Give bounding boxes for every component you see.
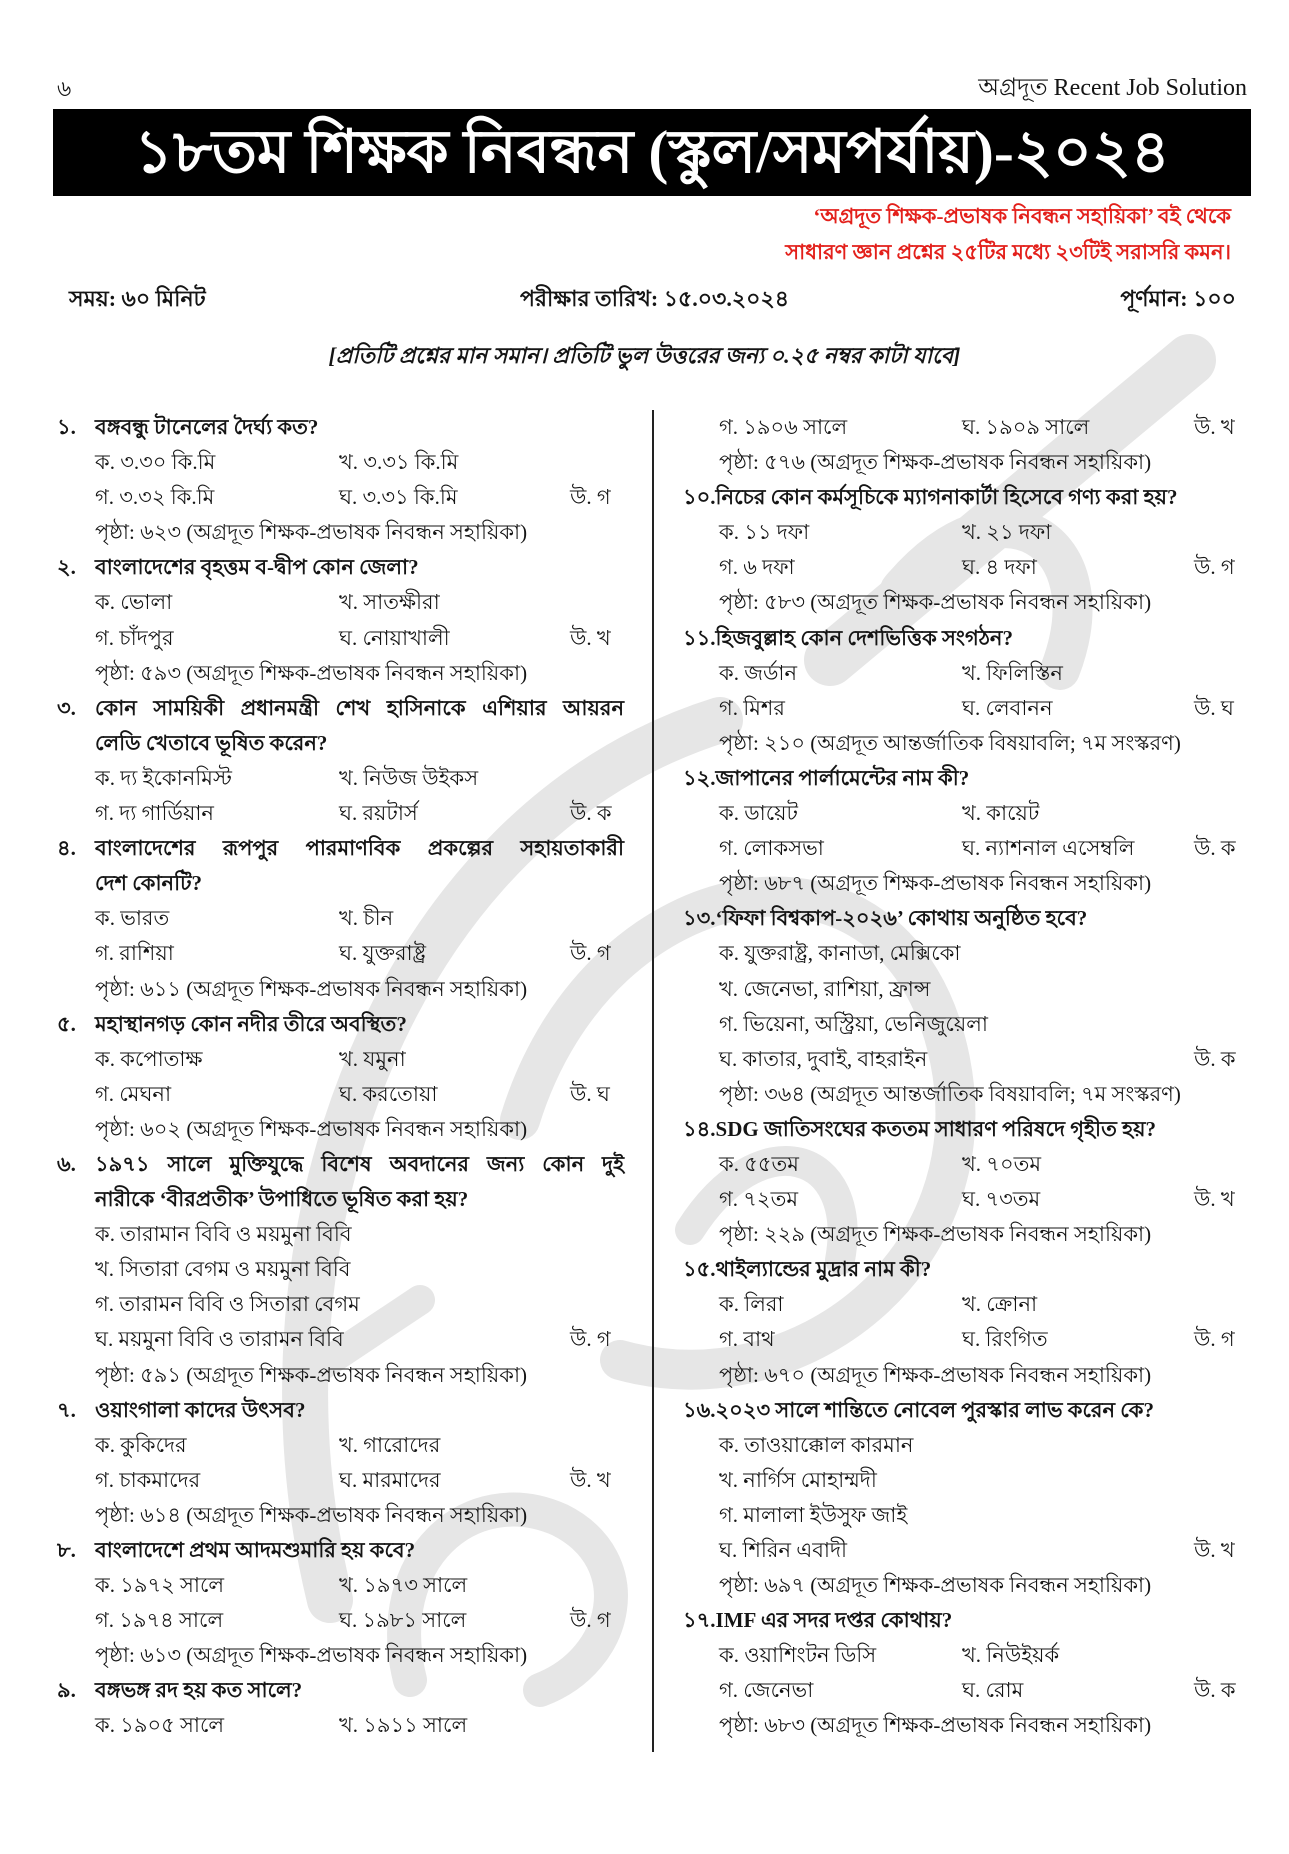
question-item xyxy=(683,1112,1241,1252)
answer-key: উ. খ xyxy=(1194,1187,1235,1212)
question-number: ১০. xyxy=(683,485,716,510)
option-row xyxy=(57,445,624,480)
page-reference-row xyxy=(57,656,624,691)
option: গ. রাশিয়া xyxy=(95,941,174,966)
option: খ. সাতক্ষীরা xyxy=(339,590,440,615)
question-number: ১৪. xyxy=(683,1116,716,1141)
option-row xyxy=(57,1568,624,1603)
option-row xyxy=(683,936,1241,971)
question-line xyxy=(57,866,624,901)
option: ক. লিরা xyxy=(719,1292,784,1317)
option-row xyxy=(57,621,624,656)
option-row xyxy=(683,1182,1241,1217)
question-line xyxy=(57,831,624,866)
option-row xyxy=(57,1077,624,1112)
option: ঘ. মারমাদের xyxy=(339,1467,441,1492)
question-item xyxy=(683,1603,1241,1743)
promo-note xyxy=(785,198,1231,270)
question-number: ৩. xyxy=(57,695,76,720)
option-row xyxy=(57,796,624,831)
question-number: ৯. xyxy=(57,1678,76,1703)
option-row xyxy=(683,691,1241,726)
exam-time: সময়: ৬০ মিনিট xyxy=(69,286,206,311)
question-text: হিজবুল্লাহ কোন দেশভিত্তিক সংগঠন? xyxy=(715,625,1013,650)
question-item xyxy=(683,410,1241,480)
question-number: ১১. xyxy=(683,625,716,650)
question-text: ‘ফিফা বিশ্বকাপ-২০২৬’ কোথায় অনুষ্ঠিত হবে? xyxy=(715,906,1088,931)
question-text: বঙ্গভঙ্গ রদ হয় কত সালে? xyxy=(95,1678,303,1703)
question-text: দেশ কোনটি? xyxy=(95,871,203,896)
option: খ. নার্গিস মোহাম্মদী xyxy=(719,1467,877,1492)
option: ঘ. লেবানন xyxy=(962,695,1053,720)
option: ঘ. নোয়াখালী xyxy=(339,625,450,650)
page-reference-row xyxy=(683,445,1241,480)
question-number: ১৬. xyxy=(683,1397,716,1422)
answer-key: উ. গ xyxy=(570,485,611,510)
question-number: ২. xyxy=(57,555,76,580)
option: ঘ. রয়টার্স xyxy=(339,801,418,826)
page-reference: পৃষ্ঠা: ৬১১ (অগ্রদূত শিক্ষক-প্রভাষক নিবন্ধন সহায়িকা) xyxy=(95,976,528,1001)
option: ক. ১৯৭২ সালে xyxy=(95,1573,225,1598)
option-row xyxy=(683,1673,1241,1708)
question-item xyxy=(683,901,1241,1112)
option: গ. লোকসভা xyxy=(719,836,824,861)
page-reference-row xyxy=(683,726,1241,761)
option-row xyxy=(683,1533,1241,1568)
option-row xyxy=(683,831,1241,866)
option: ঘ. ন্যাশনাল এসেম্বলি xyxy=(962,836,1135,861)
promo-line-1: ‘অগ্রদূত শিক্ষক-প্রভাষক নিবন্ধন সহায়িকা’ বই থেকে xyxy=(813,204,1231,228)
option: ঘ. রোম xyxy=(962,1678,1024,1703)
question-text: বাংলাদেশে প্রথম আদমশুমারি হয় কবে? xyxy=(95,1538,416,1562)
question-text: ২০২৩ সালে শান্তিতে নোবেল পুরস্কার লাভ করেন কে? xyxy=(715,1397,1154,1422)
option-row xyxy=(683,1322,1241,1357)
option: ক. তাওয়াক্কোল কারমান xyxy=(719,1432,914,1457)
page-reference-row xyxy=(683,585,1241,620)
option-row xyxy=(57,1287,624,1322)
option: ক. ১১ দফা xyxy=(719,520,810,545)
option: ঘ. শিরিন এবাদী xyxy=(719,1538,848,1562)
page-reference: পৃষ্ঠা: ৬৭০ (অগ্রদূত শিক্ষক-প্রভাষক নিবন্ধন সহায়িকা) xyxy=(719,1362,1152,1387)
answer-key: উ. ক xyxy=(570,801,612,826)
option: ঘ. ৪ দফা xyxy=(962,555,1037,580)
option-row xyxy=(57,1428,624,1463)
option: গ. ৬ দফা xyxy=(719,555,795,580)
question-indent xyxy=(57,866,95,901)
page-reference: পৃষ্ঠা: ৬০২ (অগ্রদূত শিক্ষক-প্রভাষক নিবন্ধন সহায়িকা) xyxy=(95,1116,528,1141)
option: খ. ১৯১১ সালে xyxy=(339,1713,468,1738)
page-reference-row xyxy=(57,1112,624,1147)
page-reference-row xyxy=(57,1358,624,1393)
option: ক. দ্য ইকোনমিস্ট xyxy=(95,765,232,790)
question-item xyxy=(57,831,624,1006)
option: গ. ভিয়েনা, অস্ট্রিয়া, ভেনিজুয়েলা xyxy=(719,1011,988,1036)
question-number: ৫. xyxy=(57,1011,76,1036)
question-number: ৮. xyxy=(57,1538,76,1562)
column-divider xyxy=(652,410,654,1752)
question-text: বঙ্গবন্ধু টানেলের দৈর্ঘ্য কত? xyxy=(95,415,319,439)
exam-full-marks: পূর্ণমান: ১০০ xyxy=(1120,286,1236,311)
option: খ. ২১ দফা xyxy=(962,520,1052,545)
exam-date: পরীক্ষার তারিখ: ১৫.০৩.২০২৪ xyxy=(520,286,790,311)
option: ক. যুক্তরাষ্ট্র, কানাডা, মেক্সিকো xyxy=(719,941,961,966)
option: ঘ. ময়মুনা বিবি ও তারামন বিবি xyxy=(95,1327,344,1352)
answer-key: উ. খ xyxy=(570,1467,611,1492)
option-row xyxy=(57,901,624,936)
option: খ. ক্রোনা xyxy=(962,1292,1038,1317)
question-line xyxy=(57,1182,624,1217)
page-reference: পৃষ্ঠা: ৬৮৩ (অগ্রদূত শিক্ষক-প্রভাষক নিবন্ধন সহায়িকা) xyxy=(719,1713,1152,1738)
answer-key: উ. গ xyxy=(570,1608,611,1633)
question-text: জাপানের পার্লামেন্টের নাম কী? xyxy=(715,765,970,790)
question-line xyxy=(57,1147,624,1182)
option-row xyxy=(683,1042,1241,1077)
option-row xyxy=(57,1252,624,1287)
marking-instruction: [প্রতিটি প্রশ্নের মান সমান। প্রতিটি ভুল উত্তরের জন্য ০.২৫ নম্বর কাটা যাবে] xyxy=(328,343,961,368)
question-text: নারীকে ‘বীরপ্রতীক’ উপাধিতে ভূষিত করা হয়? xyxy=(95,1187,469,1212)
option: গ. ৭২তম xyxy=(719,1187,798,1212)
option: গ. ১৯৭৪ সালে xyxy=(95,1608,224,1633)
option-row xyxy=(683,410,1241,445)
question-line xyxy=(683,480,1241,515)
page-reference-row xyxy=(683,1568,1241,1603)
page-reference: পৃষ্ঠা: ৩৬৪ (অগ্রদূত আন্তর্জাতিক বিষয়াবলি; ৭ম সংস্করণ) xyxy=(719,1081,1181,1106)
question-line xyxy=(57,410,624,445)
option-row xyxy=(57,761,624,796)
promo-line-2: সাধারণ জ্ঞান প্রশ্নের ২৫টির মধ্যে ২৩টিই সরাসরি কমন। xyxy=(785,240,1231,264)
question-line xyxy=(683,761,1241,796)
option: খ. নিউইয়র্ক xyxy=(962,1643,1060,1668)
question-item xyxy=(57,1147,624,1393)
page-reference: পৃষ্ঠা: ৬৯৭ (অগ্রদূত শিক্ষক-প্রভাষক নিবন্ধন সহায়িকা) xyxy=(719,1573,1152,1598)
answer-key: উ. গ xyxy=(1194,1327,1235,1352)
question-text: ওয়াংগালা কাদের উৎসব? xyxy=(95,1397,306,1422)
question-line xyxy=(57,1393,624,1428)
option: খ. সিতারা বেগম ও ময়মুনা বিবি xyxy=(95,1257,351,1282)
question-item xyxy=(683,480,1241,620)
option: গ. চাকমাদের xyxy=(95,1467,201,1492)
option: গ. বাথ xyxy=(719,1327,775,1352)
option: গ. জেনেভা xyxy=(719,1678,814,1703)
page-reference-row xyxy=(683,1708,1241,1743)
option-row xyxy=(683,1498,1241,1533)
question-text: ১৯৭১ সালে মুক্তিযুদ্ধে বিশেষ অবদানের জন্য কোন দুই xyxy=(95,1151,624,1176)
option-row xyxy=(683,1007,1241,1042)
question-line xyxy=(57,1673,624,1708)
question-item xyxy=(683,1393,1241,1604)
page-number: ৬ xyxy=(57,76,72,101)
option: ক. ৫৫তম xyxy=(719,1151,799,1176)
answer-key: উ. ঘ xyxy=(1194,695,1234,720)
question-line xyxy=(57,1007,624,1042)
question-indent xyxy=(57,1182,95,1217)
question-number: ১২. xyxy=(683,765,716,790)
option: খ. ফিলিস্তিন xyxy=(962,660,1063,685)
option: খ. নিউজ উইকস xyxy=(339,765,479,790)
option-row xyxy=(57,480,624,515)
option-row xyxy=(683,796,1241,831)
question-text: IMF এর সদর দপ্তর কোথায়? xyxy=(715,1608,953,1633)
question-item xyxy=(683,621,1241,761)
answer-key: উ. খ xyxy=(570,625,611,650)
page-reference-row xyxy=(57,1498,624,1533)
answer-key: উ. খ xyxy=(1194,415,1235,439)
option: ঘ. কাতার, দুবাই, বাহরাইন xyxy=(719,1046,928,1071)
option-row xyxy=(57,1217,624,1252)
option-row xyxy=(683,1463,1241,1498)
option-row xyxy=(57,1603,624,1638)
page-reference-row xyxy=(57,1638,624,1673)
option: ঘ. করতোয়া xyxy=(339,1081,438,1106)
question-number: ১৭. xyxy=(683,1608,716,1633)
page-reference-row xyxy=(683,1077,1241,1112)
option: ঘ. ৩.৩১ কি.মি xyxy=(339,485,458,510)
question-text: লেডি খেতাবে ভূষিত করেন? xyxy=(95,730,328,755)
question-line xyxy=(683,621,1241,656)
option: গ. দ্য গার্ডিয়ান xyxy=(95,801,214,826)
question-line xyxy=(683,1252,1241,1287)
page-reference: পৃষ্ঠা: ৬২৩ (অগ্রদূত শিক্ষক-প্রভাষক নিবন্ধন সহায়িকা) xyxy=(95,520,528,545)
option: ঘ. যুক্তরাষ্ট্র xyxy=(339,941,426,966)
page-reference: পৃষ্ঠা: ৫৯১ (অগ্রদূত শিক্ষক-প্রভাষক নিবন্ধন সহায়িকা) xyxy=(95,1362,528,1387)
question-text: SDG জাতিসংঘের কততম সাধারণ পরিষদে গৃহীত হয়? xyxy=(715,1116,1156,1141)
question-text: মহাস্থানগড় কোন নদীর তীরে অবস্থিত? xyxy=(95,1011,407,1036)
option: গ. চাঁদপুর xyxy=(95,625,174,650)
question-item xyxy=(57,410,624,550)
option-row xyxy=(683,1428,1241,1463)
option: খ. যমুনা xyxy=(339,1046,406,1071)
option: খ. জেনেভা, রাশিয়া, ফ্রান্স xyxy=(719,976,931,1001)
question-item xyxy=(57,550,624,690)
question-text: কোন সাময়িকী প্রধানমন্ত্রী শেখ হাসিনাকে এশিয়ার আয়রন xyxy=(95,695,624,720)
option: খ. কায়েট xyxy=(962,801,1040,826)
question-number: ১৩. xyxy=(683,906,716,931)
option-row xyxy=(683,515,1241,550)
question-number: ৪. xyxy=(57,836,76,861)
page-reference-row xyxy=(683,1217,1241,1252)
option: খ. গারোদের xyxy=(339,1432,441,1457)
question-item xyxy=(57,1673,624,1743)
question-text: নিচের কোন কর্মসূচিকে ম্যাগনাকার্টা হিসেবে গণ্য করা হয়? xyxy=(715,485,1178,510)
answer-key: উ. ক xyxy=(1194,836,1236,861)
question-text: বাংলাদেশের রূপপুর পারমাণবিক প্রকল্পের সহায়তাকারী xyxy=(95,836,624,861)
answer-key: উ. ক xyxy=(1194,1046,1236,1071)
page-title: ১৮তম শিক্ষক নিবন্ধন (স্কুল/সমপর্যায়)-২০২৪ xyxy=(53,109,1251,196)
question-item xyxy=(57,1007,624,1147)
question-line xyxy=(57,726,624,761)
question-number: ৭. xyxy=(57,1397,76,1422)
page-reference-row xyxy=(683,866,1241,901)
option-row xyxy=(57,936,624,971)
option: খ. ৭০তম xyxy=(962,1151,1042,1176)
option: ঘ. রিংগিত xyxy=(962,1327,1048,1352)
question-item xyxy=(683,761,1241,901)
option: ক. তারামান বিবি ও ময়মুনা বিবি xyxy=(95,1222,352,1247)
option: ক. কপোতাক্ষ xyxy=(95,1046,203,1071)
option: ক. জর্ডান xyxy=(719,660,798,685)
question-line xyxy=(57,550,624,585)
page-reference-row xyxy=(57,515,624,550)
question-indent xyxy=(57,726,95,761)
page-reference: পৃষ্ঠা: ৬১৪ (অগ্রদূত শিক্ষক-প্রভাষক নিবন্ধন সহায়িকা) xyxy=(95,1502,528,1527)
option: খ. ১৯৭৩ সালে xyxy=(339,1573,468,1598)
brand-header: অগ্রদূত Recent Job Solution xyxy=(978,75,1247,101)
option: ক. ৩.৩০ কি.মি xyxy=(95,450,216,475)
question-number: ১৫. xyxy=(683,1257,716,1282)
option: গ. ৩.৩২ কি.মি xyxy=(95,485,215,510)
option-row xyxy=(683,550,1241,585)
answer-key: উ. গ xyxy=(1194,555,1235,580)
option: গ. মিশর xyxy=(719,695,785,720)
answer-key: উ. ঘ xyxy=(570,1081,610,1106)
answer-key: উ. ক xyxy=(1194,1678,1236,1703)
option-row xyxy=(57,1042,624,1077)
page-reference: পৃষ্ঠা: ৫৯৩ (অগ্রদূত শিক্ষক-প্রভাষক নিবন্ধন সহায়িকা) xyxy=(95,660,528,685)
page-reference-row xyxy=(683,1358,1241,1393)
question-line xyxy=(683,1112,1241,1147)
page-reference: পৃষ্ঠা: ৫৭৬ (অগ্রদূত শিক্ষক-প্রভাষক নিবন্ধন সহায়িকা) xyxy=(719,450,1152,475)
page-reference: পৃষ্ঠা: ৫৮৩ (অগ্রদূত শিক্ষক-প্রভাষক নিবন্ধন সহায়িকা) xyxy=(719,590,1152,615)
question-column-right xyxy=(683,410,1241,1744)
question-text: বাংলাদেশের বৃহত্তম ব-দ্বীপ কোন জেলা? xyxy=(95,555,419,580)
question-text: থাইল্যান্ডের মুদ্রার নাম কী? xyxy=(715,1257,932,1282)
option: ক. ওয়াশিংটন ডিসি xyxy=(719,1643,877,1668)
question-number: ১. xyxy=(57,415,76,439)
option: ক. কুকিদের xyxy=(95,1432,187,1457)
question-item xyxy=(57,1393,624,1533)
question-item xyxy=(683,1252,1241,1392)
option-row xyxy=(683,972,1241,1007)
question-line xyxy=(683,1603,1241,1638)
option-row xyxy=(57,585,624,620)
option-row xyxy=(57,1322,624,1357)
page-reference: পৃষ্ঠা: ৬৮৭ (অগ্রদূত শিক্ষক-প্রভাষক নিবন্ধন সহায়িকা) xyxy=(719,871,1152,896)
option-row xyxy=(57,1708,624,1743)
question-line xyxy=(57,691,624,726)
page-reference-row xyxy=(57,972,624,1007)
question-line xyxy=(683,901,1241,936)
question-number: ৬. xyxy=(57,1151,76,1176)
question-line xyxy=(57,1533,624,1568)
option: খ. ৩.৩১ কি.মি xyxy=(339,450,459,475)
option-row xyxy=(683,1287,1241,1322)
option: ক. ভোলা xyxy=(95,590,173,615)
option-row xyxy=(683,1147,1241,1182)
option: গ. মেঘনা xyxy=(95,1081,172,1106)
option-row xyxy=(683,1638,1241,1673)
option: ঘ. ১৯০৯ সালে xyxy=(962,415,1090,439)
answer-key: উ. গ xyxy=(570,1327,611,1352)
option-row xyxy=(57,1463,624,1498)
option: গ. মালালা ইউসুফ জাই xyxy=(719,1502,908,1527)
option: ক. ডায়েট xyxy=(719,801,798,826)
option: গ. ১৯০৬ সালে xyxy=(719,415,848,439)
page-reference: পৃষ্ঠা: ৬১৩ (অগ্রদূত শিক্ষক-প্রভাষক নিবন্ধন সহায়িকা) xyxy=(95,1643,528,1668)
option-row xyxy=(683,656,1241,691)
question-item xyxy=(57,1533,624,1673)
answer-key: উ. গ xyxy=(570,941,611,966)
option: ঘ. ১৯৮১ সালে xyxy=(339,1608,467,1633)
option: গ. তারামন বিবি ও সিতারা বেগম xyxy=(95,1292,360,1317)
option: ক. ভারত xyxy=(95,906,170,931)
question-line xyxy=(683,1393,1241,1428)
option: ক. ১৯০৫ সালে xyxy=(95,1713,225,1738)
page-reference: পৃষ্ঠা: ২১০ (অগ্রদূত আন্তর্জাতিক বিষয়াবলি; ৭ম সংস্করণ) xyxy=(719,730,1181,755)
question-item xyxy=(57,691,624,831)
option: ঘ. ৭৩তম xyxy=(962,1187,1041,1212)
option: খ. চীন xyxy=(339,906,394,931)
question-column-left xyxy=(57,410,624,1744)
page-reference: পৃষ্ঠা: ২২৯ (অগ্রদূত শিক্ষক-প্রভাষক নিবন্ধন সহায়িকা) xyxy=(719,1222,1152,1247)
answer-key: উ. খ xyxy=(1194,1538,1235,1562)
